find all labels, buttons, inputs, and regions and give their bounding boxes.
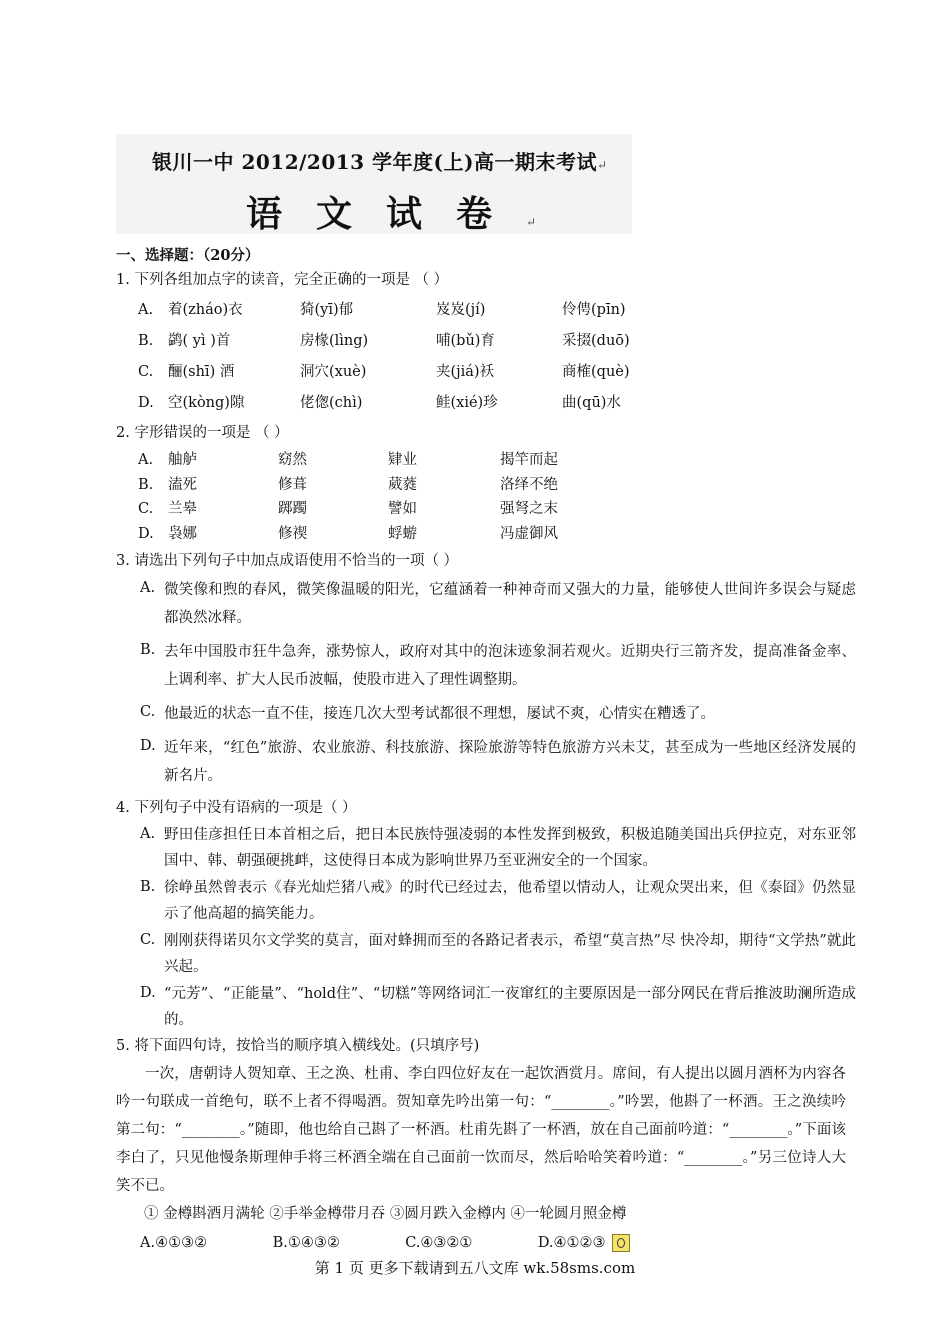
q5-stem: 5. 将下面四句诗，按恰当的顺序填入横线处。(只填序号) [116, 1038, 480, 1054]
q1-stem: 1. 下列各组加点字的读音，完全正确的一项是 （ ） [116, 272, 449, 288]
q4-options [116, 822, 856, 1033]
q4-option: A. 野田佳彦担任日本首相之后，把日本民族恃强凌弱的本性发挥到极致，积极追随美国出兵伊拉克，对东亚邻国中、韩、朝强硬挑衅，这使得日本成为影响世界乃至亚洲安全的一个国家。 [140, 826, 856, 869]
q3-option: D. 近年来，“红色”旅游、农业旅游、科技旅游、探险旅游等特色旅游方兴未艾，甚至成为一些地区经济发展的新名片。 [140, 738, 856, 784]
q3-option: B. 去年中国股市狂牛急奔，涨势惊人，政府对其中的泡沫迹象洞若观火。近期央行三箭齐发，提高准备金率、上调利率、扩大人民币波幅，使股市进入了理性调整期。 [140, 642, 856, 688]
section-title: 一、选择题：（20分） [116, 247, 260, 264]
q4-option: B. 徐峥虽然曾表示《春光灿烂猪八戒》的时代已经过去，他希望以情动人，让观众哭出来，但《泰囧》仍然显示了他高超的搞笑能力。 [140, 879, 856, 922]
page-footer: 第 1 页 更多下载请到五八文库 wk.58sms.com [314, 1259, 636, 1277]
q4-option: D. “元芳”、“正能量”、“hold住”、“切糕”等网络词汇一夜窜红的主要原因是一部分网民在背后推波助澜所造成的。 [140, 985, 856, 1028]
q1-option-row: D. 空(kòng)隙 佬偬(chì) 鲑(xié)珍 曲(qū)水 [138, 394, 621, 411]
q2-options [138, 448, 856, 546]
q1-option-row: A. 着(zháo)衣 猗(yī)郁 岌岌(jí) 伶俜(pīn) [138, 301, 626, 318]
q2-option-row: C. 兰皋 踯躅 譬如 强弩之末 [138, 501, 558, 518]
q5-answer-d: D.④①②③ [537, 1235, 606, 1251]
q5-answer-b: B.①④③② [272, 1235, 340, 1251]
q1-option-row: C. 酾(shī) 酒 洞穴(xuè) 夹(jiá)袄 商榷(què) [138, 363, 630, 380]
q3-option: C. 他最近的状态一直不佳，接连几次大型考试都很不理想，屡试不爽，心情实在糟透了。 [140, 704, 715, 722]
q5-passage: 一次，唐朝诗人贺知章、王之涣、杜甫、李白四位好友在一起饮酒赏月。席间，有人提出以圆月酒杯为内容各吟一句联成一首绝句，联不上者不得喝酒。贺知章先吟出第一句：“________。”吟罢，他斟了一杯酒。王之涣续吟第二句：“________。”随即，他也给自己斟了一杯酒。杜甫先斟了一杯酒，放在自己面前吟道：“________。”下面该李白了，只见他慢条斯理伸手将三杯酒全端在自己面前一饮而尽，然后哈哈笑着吟道：“________。”另三位诗人大笑不已。 [116, 1066, 846, 1194]
q4-option: C. 刚刚获得诺贝尔文学奖的莫言，面对蜂拥而至的各路记者表示，希望“莫言热”尽 快冷却，期待“文学热”就此兴起。 [140, 932, 856, 975]
q2-stem: 2. 字形错误的一项是 （ ） [116, 425, 289, 441]
q5-poem-lines: ① 金樽斟酒月满轮 ②手举金樽带月吞 ③圆月跌入金樽内 ④一轮圆月照金樽 [144, 1206, 627, 1222]
q1-options [138, 294, 856, 418]
q1-option-row: B. 鹢( yì )首 房椽(lìng) 哺(bǔ)育 采掇(duō) [138, 332, 630, 349]
q5-answer-options [140, 1228, 856, 1258]
q4-stem: 4. 下列句子中没有语病的一项是（ ） [116, 800, 357, 816]
exam-content [116, 244, 856, 1258]
q2-option-row: A. 舳舻 窈然 肄业 揭竿而起 [138, 452, 558, 469]
q3-option: A. 微笑像和煦的春风，微笑像温暖的阳光，它蕴涵着一种神奇而又强大的力量，能够使人世间许多误会与疑虑都涣然冰释。 [140, 580, 856, 626]
q5-answer-a: A.④①③② [140, 1235, 208, 1251]
tag-icon [612, 1234, 630, 1252]
q3-options [116, 576, 856, 790]
school-line: 银川一中 2012/2013 学年度(上)高一期末考试↵ [152, 150, 608, 174]
exam-header-image [116, 134, 632, 234]
q3-stem: 3. 请选出下列句子中加点成语使用不恰当的一项（ ） [116, 553, 459, 569]
paper-title: 语文试卷↵ [246, 193, 537, 235]
q5-answer-c: C.④③②① [405, 1235, 473, 1251]
q2-option-row: D. 袅娜 修禊 蜉蝣 冯虚御风 [138, 525, 558, 542]
q2-option-row: B. 溘死 修葺 葳蕤 洛绎不绝 [138, 476, 558, 493]
